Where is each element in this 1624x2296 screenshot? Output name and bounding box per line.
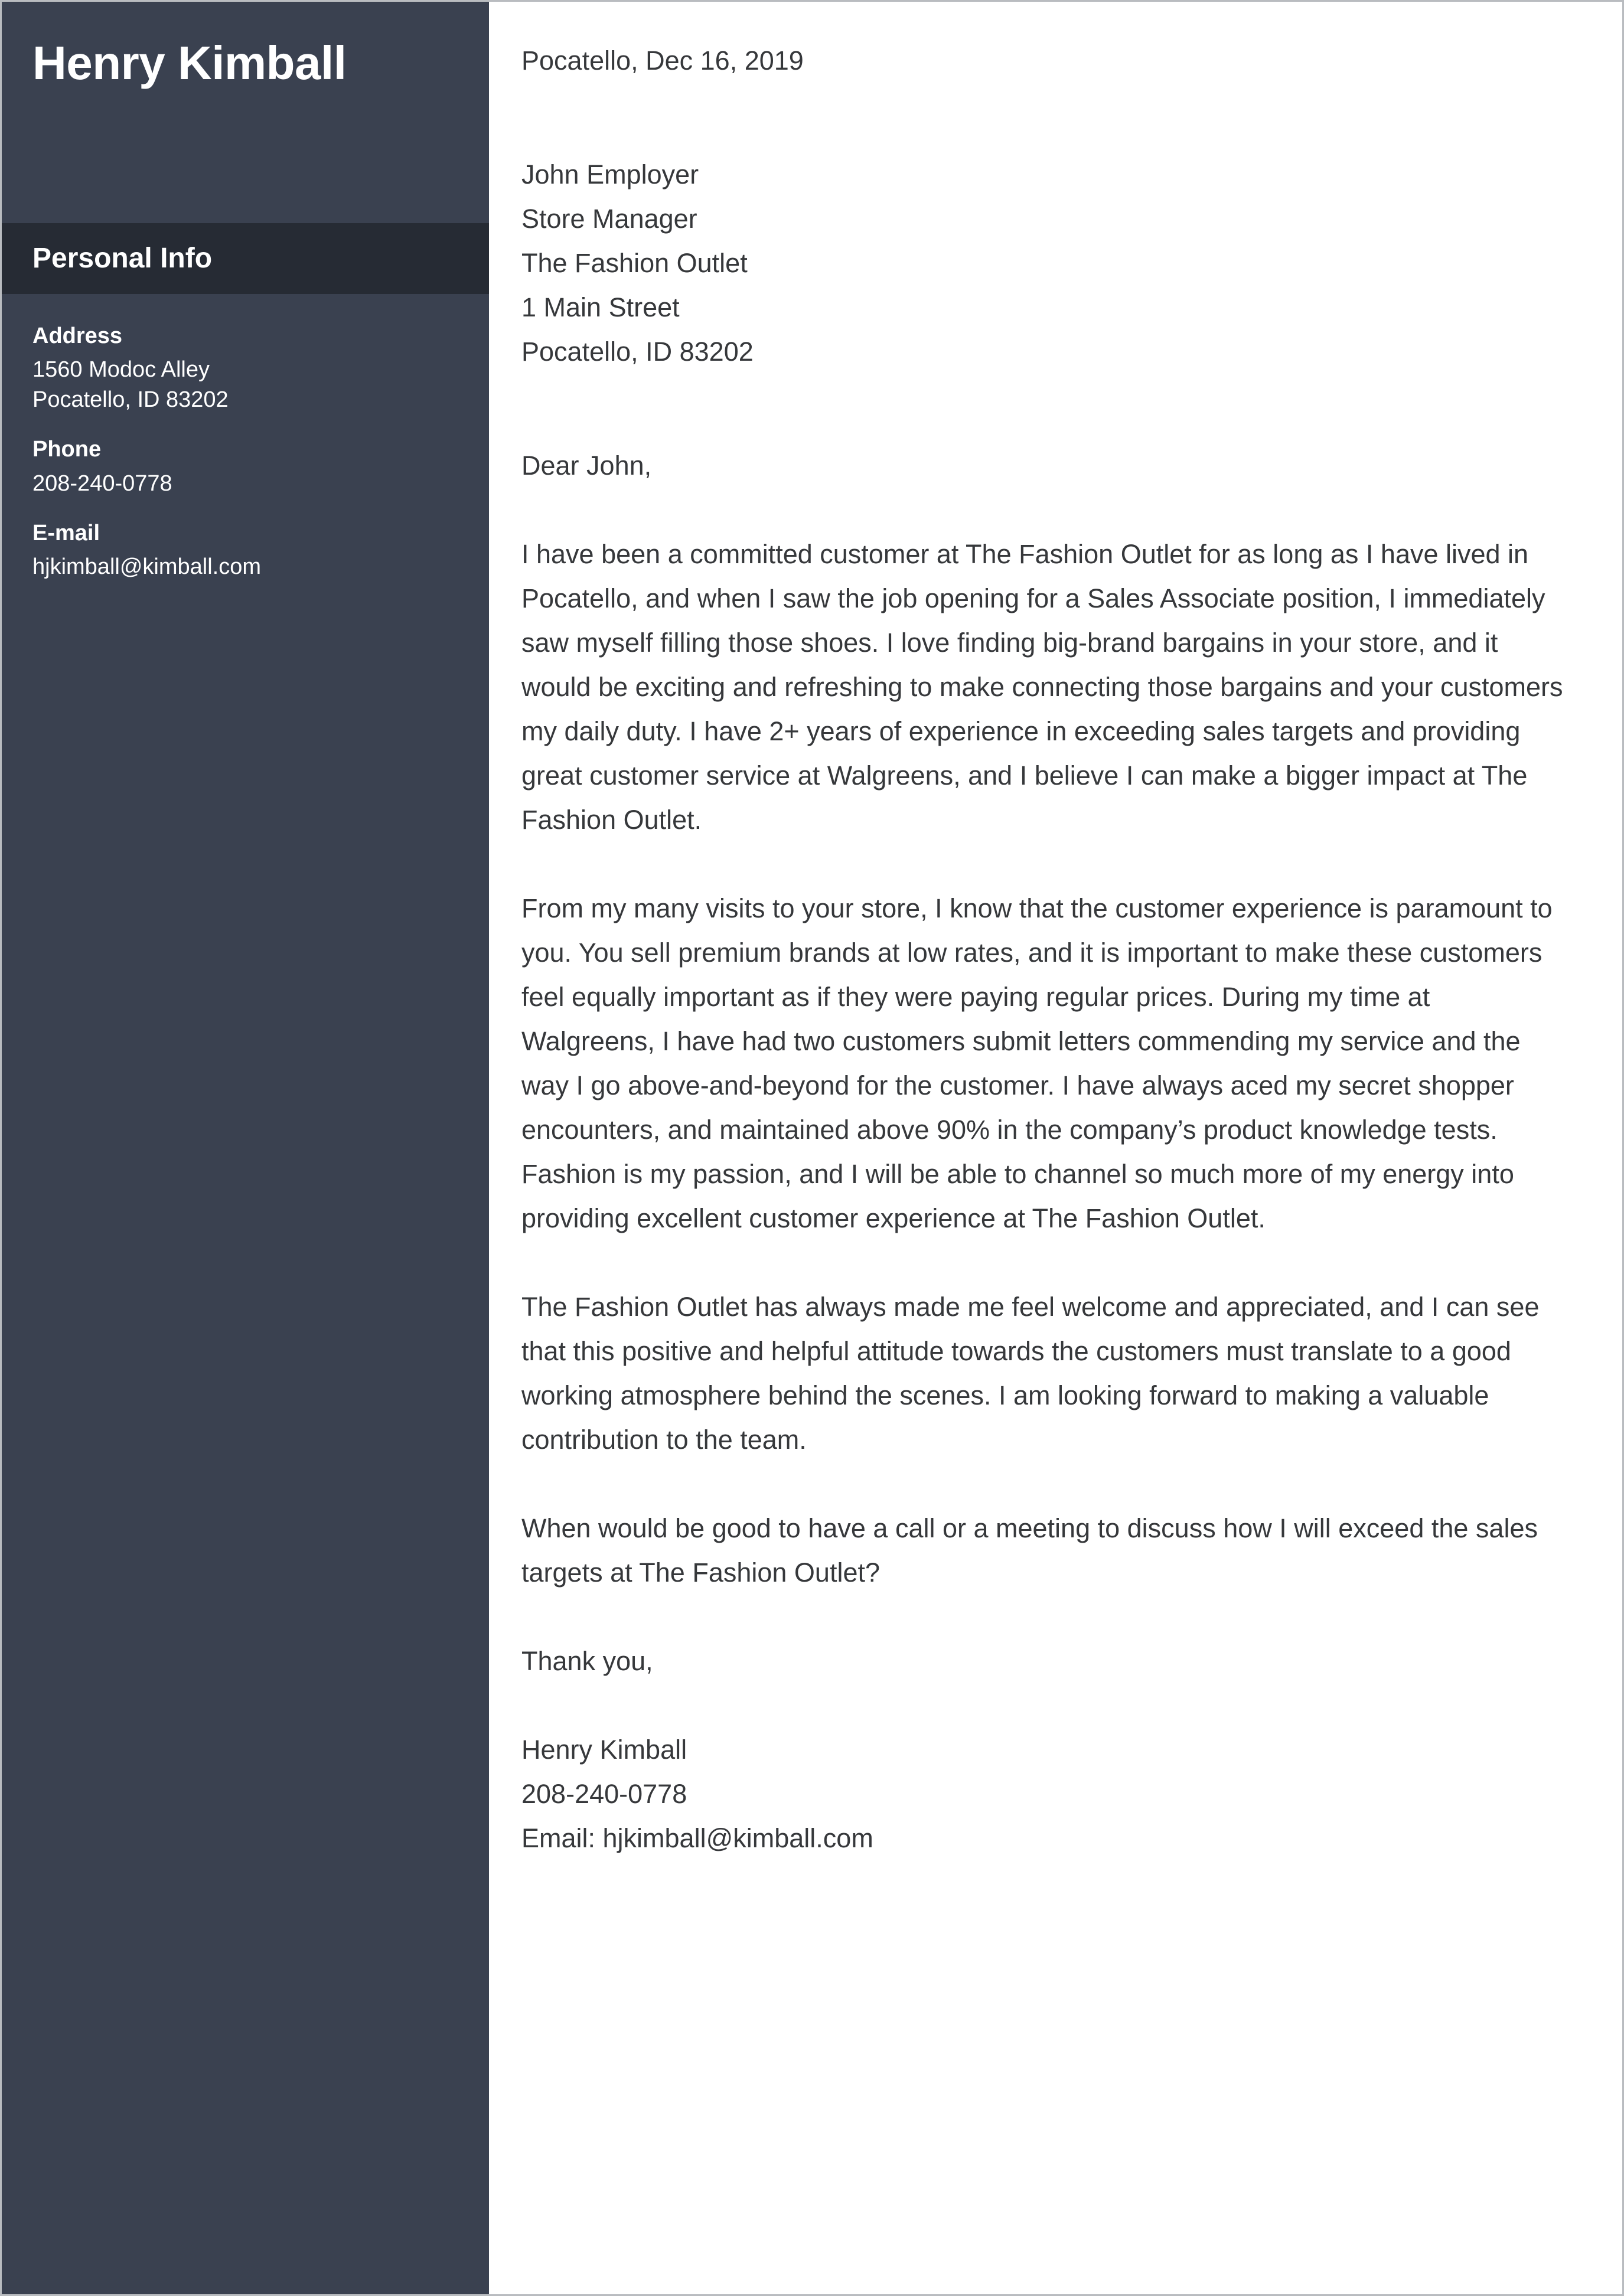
recipient-city: Pocatello, ID 83202 (521, 337, 754, 367)
recipient-street: 1 Main Street (521, 292, 680, 322)
info-value-address-city: Pocatello, ID 83202 (32, 387, 229, 412)
recipient-title: Store Manager (521, 204, 697, 234)
personal-info-list (2, 294, 489, 582)
info-value-phone: 208-240-0778 (32, 471, 172, 496)
applicant-name: Henry Kimball (32, 37, 347, 89)
info-label-email: E-mail (32, 521, 100, 546)
signature-name: Henry Kimball (521, 1735, 687, 1765)
signature-email: Email: hjkimball@kimball.com (521, 1823, 873, 1853)
closing-salutation: Thank you, (521, 1646, 653, 1676)
letter-content (521, 38, 1566, 1860)
letter-paragraph-1: I have been a committed customer at The Fashion Outlet for as long as I have lived in Pocatello, and when I saw the job opening for a Sales Associate position, I immediately saw myself filling those shoes. I love finding big-brand bargains in your store, and it would be exciting and refreshing to make connecting those bargains and your customers my daily duty. I have 2+ years of experience in exceeding sales targets and providing great customer service at Walgreens, and I believe I can make a bigger impact at The Fashion Outlet. (521, 539, 1563, 835)
letter-date-block (521, 38, 1566, 83)
closing-block (521, 1639, 1566, 1683)
info-label-address: Address (32, 324, 123, 348)
recipient-company: The Fashion Outlet (521, 248, 748, 278)
letter-date: Pocatello, Dec 16, 2019 (521, 45, 804, 76)
letter-paragraph-4: When would be good to have a call or a meeting to discuss how I will exceed the sales targets at The Fashion Outlet? (521, 1513, 1538, 1588)
personal-info-section-header (2, 223, 489, 294)
signature-block (521, 1727, 1566, 1860)
info-group-address (32, 321, 458, 414)
info-group-phone (32, 435, 458, 498)
info-value-email: hjkimball@kimball.com (32, 554, 261, 580)
info-group-email (32, 518, 458, 582)
recipient-name: John Employer (521, 159, 699, 190)
letter-paragraph-2: From my many visits to your store, I know that the customer experience is paramount to you. You sell premium brands at low rates, and it is important to make these customers feel equally important as if they were paying regular prices. During my time at Walgreens, I have had two customers submit letters commending my service and the way I go above-and-beyond for the customer. I have always aced my secret shopper encounters, and maintained above 90% in the company’s product knowledge tests. Fashion is my passion, and I will be able to channel so much more of my energy into providing excellent customer experience at The Fashion Outlet. (521, 893, 1553, 1233)
letter-paragraph-3: The Fashion Outlet has always made me feel welcome and appreciated, and I can see that this positive and helpful attitude towards the customers must translate to a good working atmosphere behind the scenes. I am looking forward to making a valuable contribution to the team. (521, 1292, 1540, 1455)
salutation: Dear John, (521, 450, 652, 481)
sidebar (2, 2, 489, 2294)
signature-phone: 208-240-0778 (521, 1779, 687, 1809)
sidebar-name-block (2, 2, 489, 223)
letter-body (489, 2, 1622, 2294)
info-value-address-street: 1560 Modoc Alley (32, 357, 210, 383)
personal-info-title: Personal Info (32, 243, 213, 274)
salutation-block (521, 443, 1566, 488)
info-label-phone: Phone (32, 437, 102, 462)
recipient-address-block (521, 152, 1566, 374)
